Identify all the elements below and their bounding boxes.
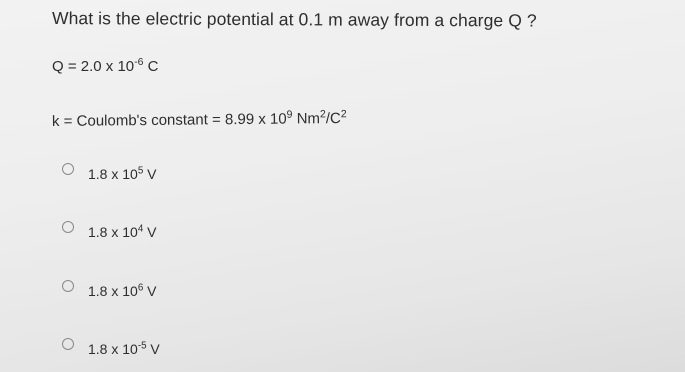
answer-option-label: 1.8 x $10^5$ V	[88, 165, 157, 182]
constant-prefix: k = Coulomb's constant = 8.99 x 10	[51, 110, 287, 130]
question-text: What is the electric potential at 0.1 m away from a charge Q ?	[51, 8, 537, 31]
given-coulomb-constant	[52, 110, 347, 130]
given-charge	[52, 58, 158, 75]
constant-unit-exponent-2: 2	[340, 108, 347, 121]
constant-unit-separator: /C	[325, 109, 341, 128]
constant-exponent: 9	[286, 108, 293, 121]
answer-option-label: 1.8 x $10^{-5}$ V	[88, 340, 160, 357]
charge-prefix: Q = 2.0 x 10	[52, 58, 135, 75]
radio-button-icon[interactable]	[62, 221, 74, 233]
answer-option-a[interactable]	[62, 161, 157, 182]
answer-option-b[interactable]	[62, 219, 157, 240]
radio-button-icon[interactable]	[62, 163, 74, 175]
constant-unit-exponent: 2	[319, 108, 326, 121]
charge-exponent: -6	[134, 56, 144, 69]
charge-unit: C	[143, 58, 159, 75]
answer-option-label: 1.8 x $10^4$ V	[88, 223, 157, 240]
radio-button-icon[interactable]	[62, 338, 74, 350]
answer-option-d[interactable]	[62, 336, 160, 357]
constant-unit-base: Nm	[292, 110, 321, 128]
radio-button-icon[interactable]	[62, 280, 74, 292]
answer-option-label: 1.8 x $10^6$ V	[88, 282, 157, 299]
answer-option-c[interactable]	[62, 278, 157, 299]
